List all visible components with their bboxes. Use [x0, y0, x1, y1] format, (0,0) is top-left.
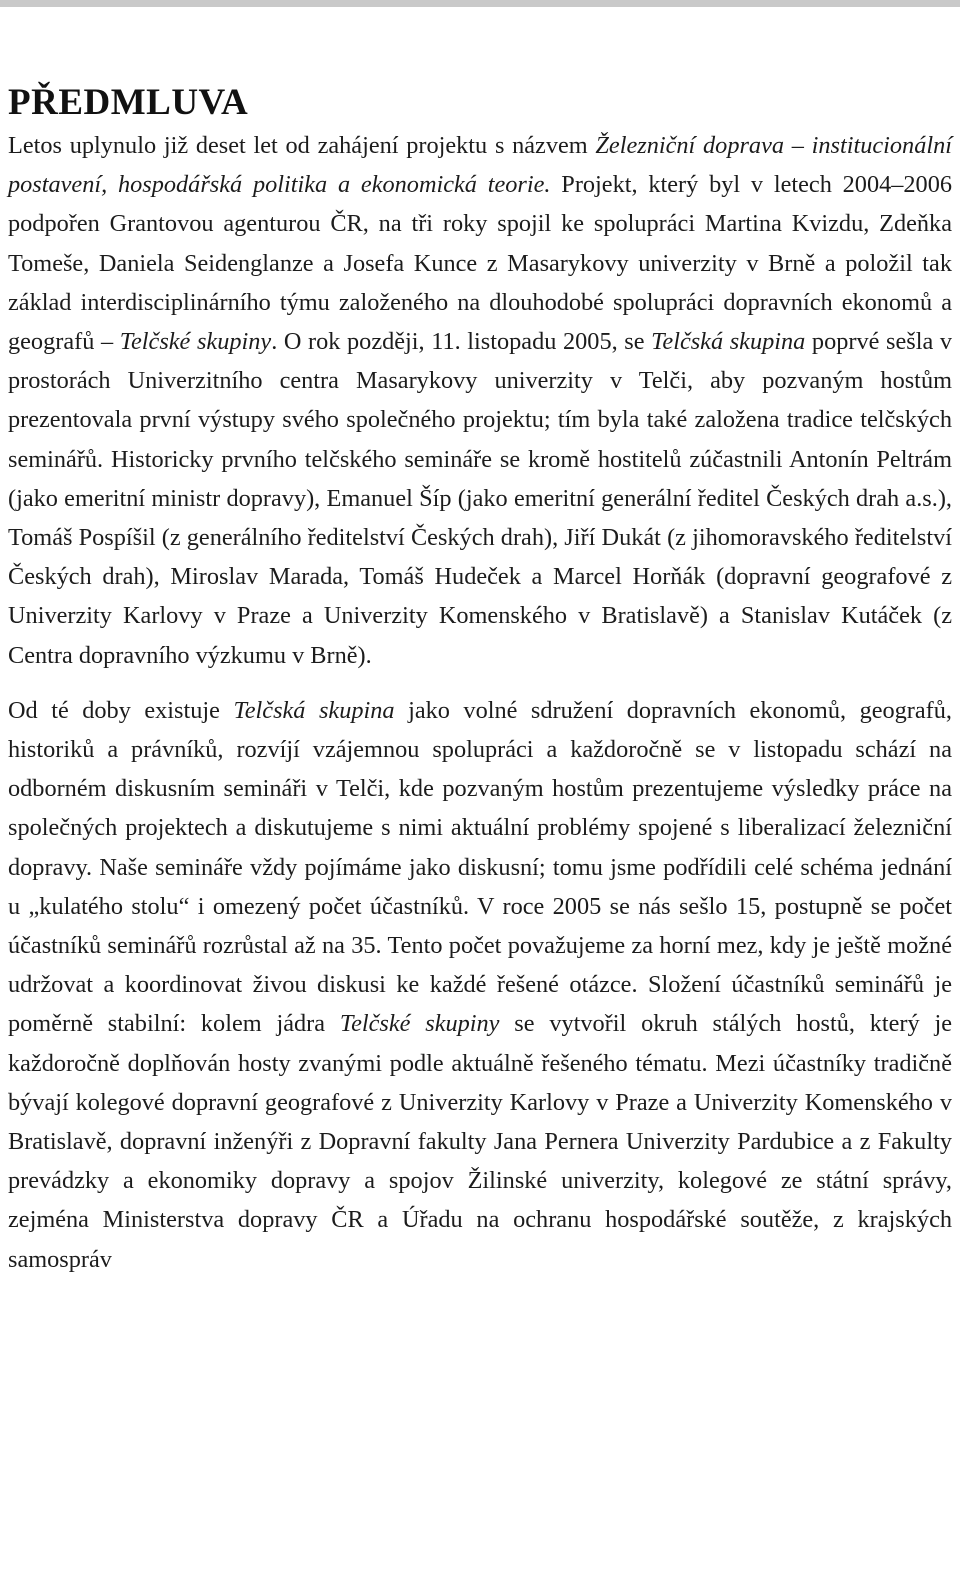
- group-name-italic: Telčské skupiny: [339, 1010, 500, 1038]
- text-segment: jako volné sdružení dopravních ekonomů, geografů, historiků a právníků, rozvíjí vzájemnou spolupráci a každoročně se v listopadu schází na odborném diskusním semináři v Telči, kde pozvaným hostům prezentujeme výsledky práce na společných projektech a diskutujeme s nimi aktuální problémy spojené s liberalizací železniční dopravy. Naše semináře vždy pojímáme jako diskusní; tomu jsme podřídili celé schéma jednání u „kulatého stolu“ i omezený počet účastníků. V roce 2005 se nás sešlo 15, postupně se počet účastníků seminářů rozrůstal až na 35. Tento počet považujeme za horní mez, kdy je ještě možné udržovat a koordinovat živou diskusi ke každé řešené otázce. Složení účastníků seminářů je poměrně stabilní: kolem jádra: [8, 696, 952, 1038]
- text-segment: Od té doby existuje: [8, 696, 234, 724]
- project-title-italic: Železniční doprava – institucionální postavení, hospodářská politika a ekonomická teorie.: [8, 132, 953, 199]
- paragraph-2: [8, 691, 952, 1279]
- group-name-italic: Telčské skupiny: [119, 328, 272, 356]
- text-segment: . O rok později, 11. listopadu 2005, se: [271, 328, 652, 356]
- text-segment: poprvé sešla v prostorách Univerzitního centra Masarykovy univerzity v Telči, aby pozvaným hostům prezentovala první výstupy svého společného projektu; tím byla také založena tradice telčských seminářů. Historicky prvního telčského semináře se kromě hostitelů zúčastnili Antonín Peltrám (jako emeritní ministr dopravy), Emanuel Šíp (jako emeritní generální ředitel Českých drah a.s.), Tomáš Pospíšil (z generálního ředitelství Českých drah), Jiří Dukát (z jihomoravského ředitelství Českých drah), Miroslav Marada, Tomáš Hudeček a Marcel Horňák (dopravní geografové z Univerzity Karlovy v Praze a Univerzity Komenského v Bratislavě) a Stanislav Kutáček (z Centra dopravního výzkumu v Brně).: [8, 328, 952, 669]
- text-segment: Letos uplynulo již deset let od zahájení projektu s názvem: [8, 132, 596, 159]
- group-name-italic: Telčská skupina: [233, 696, 395, 724]
- document-page: [8, 80, 952, 1279]
- text-segment: Projekt, který byl v letech 2004–2006 podpořen Grantovou agenturou ČR, na tři roky spojil ke spolupráci Martina Kvizdu, Zdeňka Tomeše, Daniela Seidenglanze a Josefa Kunce z Masarykovy univerzity v Brně a položil tak základ interdisciplinárního týmu založeného na dlouhodobé spolupráci dopravních ekonomů a geografů –: [8, 171, 952, 356]
- page-title: PŘEDMLUVA: [8, 82, 249, 123]
- text-segment: se vytvořil okruh stálých hostů, který je každoročně doplňován hosty zvanými podle aktuálně řešeného tématu. Mezi účastníky tradičně bývají kolegové dopravní geografové z Univerzity Karlovy v Praze a Univerzity Komenského v Bratislavě, dopravní inženýři z Dopravní fakulty Jana Pernera Univerzity Pardubice a z Fakulty prevádzky a ekonomiky dopravy a spojov Žilinské univerzity, kolegové ze státní správy, zejména Ministerstva dopravy ČR a Úřadu na ochranu hospodářské soutěže, z krajských samospráv: [8, 1010, 952, 1273]
- paragraph-1: [8, 126, 952, 675]
- group-name-italic: Telčská skupina: [651, 328, 806, 356]
- top-rule: [0, 0, 960, 7]
